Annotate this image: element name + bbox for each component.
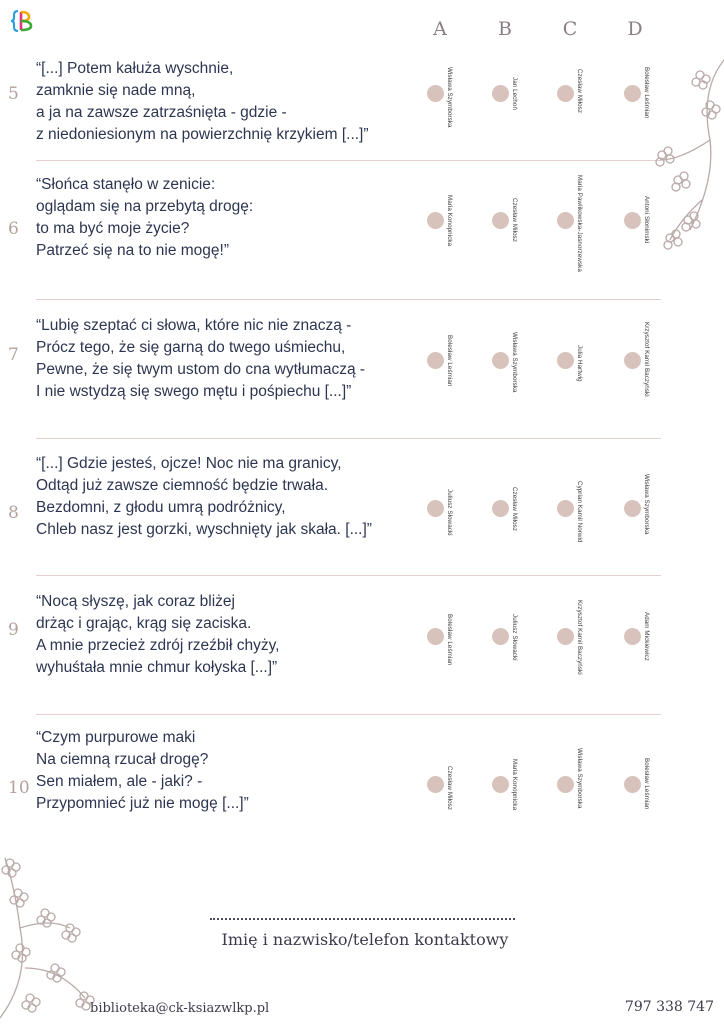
author-label: Juliusz Słowacki — [446, 489, 453, 536]
answer-bubble-6b[interactable] — [492, 212, 509, 229]
question-quote — [36, 727, 416, 815]
quote-line: I nie wstydzą się swego mętu i pośpiechu [...]” — [36, 383, 352, 400]
author-label: Czesław Miłosz — [511, 198, 518, 243]
author-label: Wisława Szymborska — [576, 748, 583, 809]
author-label: Czesław Miłosz — [576, 69, 583, 114]
author-label: Adam Mickiewicz — [643, 612, 650, 661]
answer-bubble-8a[interactable] — [427, 500, 444, 517]
quote-line: “Słońca stanęło w zenicie: — [36, 176, 216, 193]
answer-bubble-8d[interactable] — [624, 500, 641, 517]
quote-line: drżąc i grając, krąg się zaciska. — [36, 615, 252, 632]
answer-bubble-5c[interactable] — [557, 85, 574, 102]
author-label: Juliusz Słowacki — [511, 614, 518, 661]
answer-bubble-5b[interactable] — [492, 85, 509, 102]
column-header-b: B — [498, 18, 512, 40]
answer-bubble-5a[interactable] — [427, 85, 444, 102]
quote-line: “[...] Potem kałuża wyschnie, — [36, 60, 234, 77]
author-label: Bolesław Leśmian — [643, 758, 650, 810]
separator — [36, 160, 661, 161]
answer-bubble-7b[interactable] — [492, 352, 509, 369]
answer-bubble-6c[interactable] — [557, 212, 574, 229]
answer-bubble-9c[interactable] — [557, 628, 574, 645]
author-label: Bolesław Leśmian — [643, 67, 650, 119]
answer-bubble-6a[interactable] — [427, 212, 444, 229]
answer-bubble-7c[interactable] — [557, 352, 574, 369]
answer-bubble-8b[interactable] — [492, 500, 509, 517]
author-label: Wisława Szymborska — [446, 67, 453, 128]
author-label: Czesław Miłosz — [446, 766, 453, 811]
quote-line: zamknie się nade mną, — [36, 82, 196, 99]
question-number: 10 — [8, 778, 30, 798]
author-label: Wisława Szymborska — [643, 474, 650, 535]
name-signature-line[interactable] — [210, 918, 515, 920]
quote-line: wyhuśtała mnie chmur kołyska [...]” — [36, 659, 278, 676]
answer-bubble-6d[interactable] — [624, 212, 641, 229]
author-label: Wisława Szymborska — [511, 332, 518, 393]
flower-branch-icon — [640, 30, 724, 260]
author-label: Cyprian Kamil Norwid — [576, 481, 583, 543]
question-quote — [36, 453, 416, 541]
question-number: 9 — [8, 620, 19, 640]
separator — [36, 438, 661, 439]
author-label: Jan Lechoń — [511, 77, 518, 110]
answer-bubble-10a[interactable] — [427, 776, 444, 793]
quote-line: Prócz tego, że się garną do twego uśmiechu, — [36, 339, 346, 356]
quote-line: Odtąd już zawsze ciemność będzie trwała. — [36, 477, 329, 494]
quote-line: “Czym purpurowe maki — [36, 729, 196, 746]
question-quote — [36, 58, 416, 146]
name-phone-label: Imię i nazwisko/telefon kontaktowy — [221, 930, 509, 949]
quote-line: Chleb nasz jest gorzki, wyschnięty jak skała. [...]” — [36, 521, 372, 538]
quote-line: Bezdomni, z głodu umrą podróżnicy, — [36, 499, 286, 516]
author-label: Maria Pawlikowska-Jasnorzewska — [576, 175, 583, 272]
question-quote — [36, 315, 416, 403]
author-label: Krzysztof Kamil Baczyński — [576, 600, 583, 675]
author-label: Maria Konopnicka — [511, 759, 518, 811]
author-label: Antoni Słonimski — [643, 196, 650, 244]
quote-line: Na ciemną rzucał drogę? — [36, 751, 209, 768]
separator — [36, 299, 661, 300]
quote-line: Pewne, że się twym ustom do cna wytłumaczą - — [36, 361, 366, 378]
answer-bubble-8c[interactable] — [557, 500, 574, 517]
separator — [36, 575, 661, 576]
flower-branch-icon — [0, 848, 110, 1024]
separator — [36, 714, 661, 715]
quote-line: Patrzeć się na to nie mogę!” — [36, 242, 229, 259]
author-label: Bolesław Leśmian — [446, 335, 453, 387]
quote-line: “Nocą słyszę, jak coraz bliżej — [36, 593, 235, 610]
answer-bubble-10b[interactable] — [492, 776, 509, 793]
answer-bubble-10c[interactable] — [557, 776, 574, 793]
library-logo-icon — [10, 8, 36, 34]
answer-bubble-9d[interactable] — [624, 628, 641, 645]
quote-line: to ma być moje życie? — [36, 220, 190, 237]
contact-phone: 797 338 747 — [624, 999, 714, 1015]
quote-line: z niedoniesionym na powierzchnię krzykiem [...]” — [36, 126, 369, 143]
answer-bubble-9a[interactable] — [427, 628, 444, 645]
quote-line: oglądam się na przebytą drogę: — [36, 198, 254, 215]
question-number: 8 — [8, 503, 19, 523]
answer-bubble-7a[interactable] — [427, 352, 444, 369]
quote-line: Sen miałem, ale - jaki? - — [36, 773, 203, 790]
question-quote — [36, 174, 416, 262]
question-number: 7 — [8, 345, 19, 365]
column-header-d: D — [627, 18, 643, 40]
answer-bubble-10d[interactable] — [624, 776, 641, 793]
author-label: Krzysztof Kamil Baczyński — [643, 322, 650, 397]
author-label: Bolesław Leśmian — [446, 614, 453, 666]
column-header-a: A — [433, 18, 447, 40]
quote-line: “[...] Gdzie jesteś, ojcze! Noc nie ma granicy, — [36, 455, 342, 472]
question-number: 5 — [8, 84, 19, 104]
answer-bubble-7d[interactable] — [624, 352, 641, 369]
answer-bubble-9b[interactable] — [492, 628, 509, 645]
question-quote — [36, 591, 416, 679]
contact-email: biblioteka@ck-ksiazwlkp.pl — [90, 1001, 270, 1016]
quote-line: A mnie przecież zdrój rzeźbił chyży, — [36, 637, 280, 654]
author-label: Czesław Miłosz — [511, 487, 518, 532]
author-label: Maria Konopnicka — [446, 195, 453, 247]
column-header-c: C — [562, 18, 578, 40]
answer-bubble-5d[interactable] — [624, 85, 641, 102]
question-number: 6 — [8, 219, 19, 239]
author-label: Julia Hartwig — [576, 345, 583, 382]
quote-line: “Lubię szeptać ci słowa, które nic nie znaczą - — [36, 317, 352, 334]
quote-line: a ja na zawsze zatrzaśnięta - gdzie - — [36, 104, 287, 121]
quote-line: Przypomnieć już nie mogę [...]” — [36, 795, 249, 812]
